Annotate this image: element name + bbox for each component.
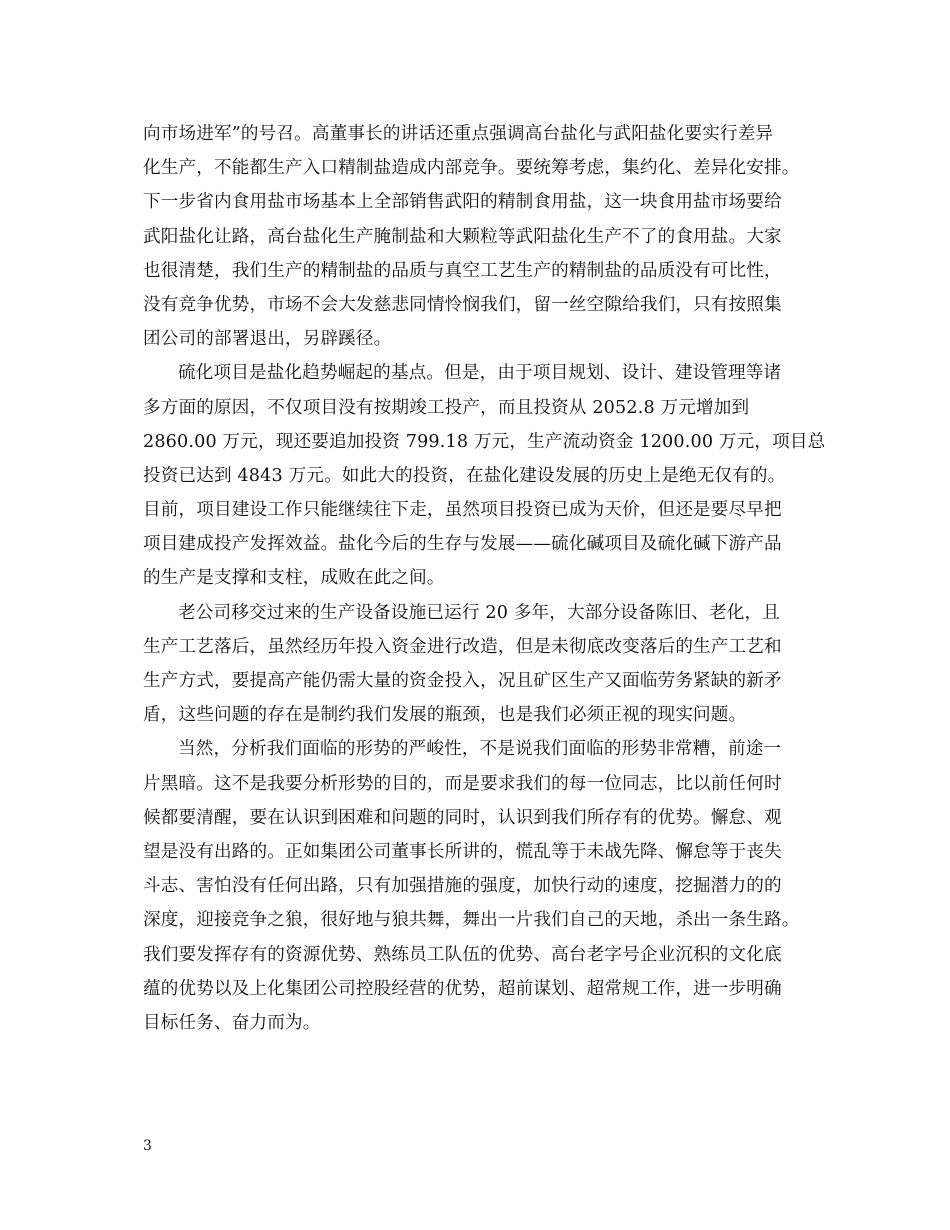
- text-line: 目标任务、奋力而为。: [143, 1012, 321, 1033]
- text-line: 当然，分析我们面临的形势的严峻性，不是说我们面临的形势非常糟，前途一: [178, 739, 782, 760]
- text-line: 2860.00 万元，现还要追加投资 799.18 万元，生产流动资金 1200.00 万元，项目总: [143, 431, 826, 452]
- paragraph-2: [143, 356, 826, 595]
- text-line: 团公司的部署退出，另辟蹊径。: [143, 329, 392, 350]
- text-line: 硫化项目是盐化趋势崛起的基点。但是，由于项目规划、设计、建设管理等诸: [178, 363, 782, 384]
- text-line: 下一步省内食用盐市场基本上全部销售武阳的精制食用盐，这一块食用盐市场要给: [143, 192, 782, 213]
- text-line: 目前，项目建设工作只能继续往下走，虽然项目投资已成为天价，但还是要尽早把: [143, 500, 782, 521]
- text-line: 生产工艺落后，虽然经历年投入资金进行改造，但是未彻底改变落后的生产工艺和: [143, 636, 782, 657]
- text-line: 老公司移交过来的生产设备设施已运行 20 多年，大部分设备陈旧、老化，且: [178, 602, 780, 623]
- text-line: 武阳盐化让路，高台盐化生产腌制盐和大颗粒等武阳盐化生产不了的食用盐。大家: [143, 226, 782, 247]
- text-line: 项目建成投产发挥效益。盐化今后的生存与发展——硫化碱项目及硫化碱下游产品: [143, 534, 782, 555]
- body-text: [143, 117, 826, 1040]
- text-line: 向市场进军”的号召。高董事长的讲话还重点强调高台盐化与武阳盐化要实行差异: [143, 124, 774, 144]
- page-number: 3: [143, 1138, 152, 1154]
- text-line: 也很清楚，我们生产的精制盐的品质与真空工艺生产的精制盐的品质没有可比性，: [143, 260, 782, 281]
- text-line: 盾，这些问题的存在是制约我们发展的瓶颈，也是我们必须正视的现实问题。: [143, 705, 747, 726]
- text-line: 候都要清醒，要在认识到困难和问题的同时，认识到我们所存有的优势。懈怠、观: [143, 807, 782, 828]
- text-line: 斗志、害怕没有任何出路，只有加强措施的强度，加快行动的速度，挖掘潜力的的: [143, 876, 782, 897]
- text-line: 蕴的优势以及上化集团公司控股经营的优势，超前谋划、超常规工作，进一步明确: [143, 978, 782, 999]
- paragraph-4: [143, 732, 813, 1040]
- text-line: 没有竞争优势，市场不会大发慈悲同情怜悯我们，留一丝空隙给我们，只有按照集: [143, 294, 782, 315]
- text-line: 投资已达到 4843 万元。如此大的投资，在盐化建设发展的历史上是绝无仅有的。: [143, 465, 786, 486]
- paragraph-1: [143, 117, 813, 356]
- text-line: 生产方式，要提高产能仍需大量的资金投入，况且矿区生产又面临劳务紧缺的新矛: [143, 671, 782, 691]
- text-line: 多方面的原因，不仅项目没有按期竣工投产，而且投资从 2052.8 万元增加到: [143, 397, 750, 418]
- text-line: 望是没有出路的。正如集团公司董事长所讲的，慌乱等于未战先降、懈怠等于丧失: [143, 841, 782, 862]
- text-line: 我们要发挥存有的资源优势、熟练员工队伍的优势、高台老字号企业沉积的文化底: [143, 944, 782, 965]
- text-line: 片黑暗。这不是我要分析形势的目的，而是要求我们的每一位同志，比以前任何时: [143, 773, 782, 794]
- text-line: 化生产，不能都生产入口精制盐造成内部竞争。要统筹考虑，集约化、差异化安排。: [143, 158, 800, 179]
- text-line: 深度，迎接竞争之狼，很好地与狼共舞，舞出一片我们自己的天地，杀出一条生路。: [143, 910, 800, 931]
- text-line: 的生产是支撑和支柱，成败在此之间。: [143, 568, 445, 589]
- paragraph-3: [143, 596, 813, 733]
